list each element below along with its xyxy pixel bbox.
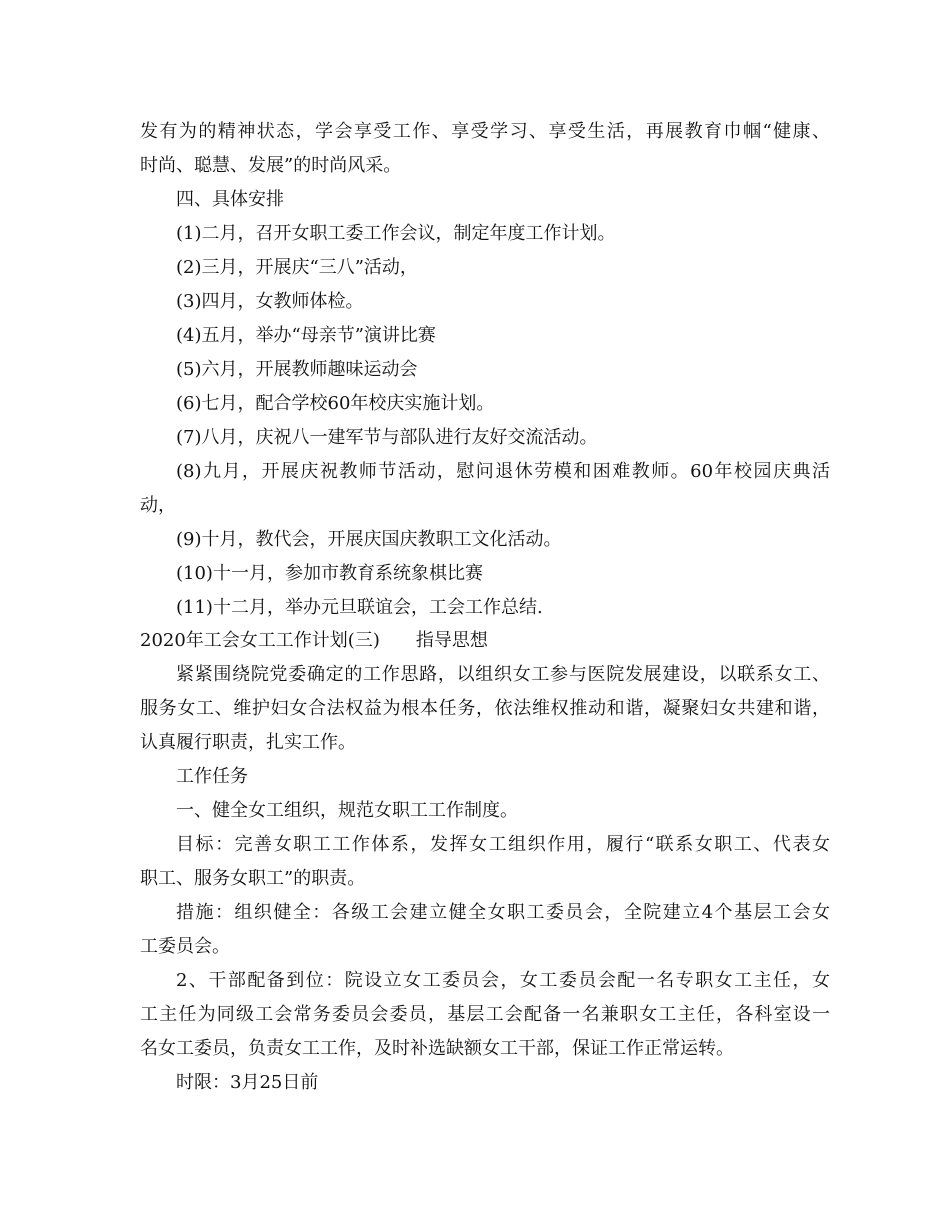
- paragraph-line: 认真履行职责，扎实工作。: [140, 732, 356, 753]
- section-heading: 四、具体安排: [176, 189, 284, 210]
- list-item: (1)二月，召开女职工委工作会议，制定年度工作计划。: [176, 223, 616, 244]
- list-item: (3)四月，女教师体检。: [176, 291, 364, 312]
- list-item: (2)三月，开展庆“三八”活动，: [176, 257, 418, 278]
- paragraph-line: 一、健全女工组织，规范女职工工作制度。: [176, 800, 518, 821]
- heading-subtitle: 指导思想: [415, 630, 488, 651]
- paragraph-line: 发有为的精神状态，学会享受工作、享受学习、享受生活，再展教育巾帼“健康、: [140, 121, 830, 142]
- document-heading: [140, 624, 830, 658]
- list-item: (10)十一月，参加市教育系统象棋比赛: [176, 563, 483, 584]
- paragraph-line: 措施：组织健全：各级工会建立健全女职工委员会，全院建立4个基层工会女: [176, 902, 830, 923]
- paragraph-line: 名女工委员，负责女工工作，及时补选缺额女工干部，保证工作正常运转。: [140, 1038, 734, 1059]
- paragraph-line: 紧紧围绕院党委确定的工作思路，以组织女工参与医院发展建设，以联系女工、: [176, 664, 830, 685]
- list-item: (9)十月，教代会，开展庆国庆教职工文化活动。: [176, 529, 562, 550]
- list-item: (7)八月，庆祝八一建军节与部队进行友好交流活动。: [176, 427, 598, 448]
- list-item: (6)七月，配合学校60年校庆实施计划。: [176, 393, 495, 414]
- list-item: (8)九月，开展庆祝教师节活动，慰问退休劳模和困难教师。60年校园庆典活: [176, 461, 830, 482]
- paragraph-line: 职工、服务女职工”的职责。: [140, 868, 366, 889]
- paragraph-line: 时限：3月25日前: [176, 1072, 319, 1093]
- paragraph-line: 时尚、聪慧、发展”的时尚风采。: [140, 155, 402, 176]
- list-item: (4)五月，举办“母亲节”演讲比赛: [176, 325, 436, 346]
- paragraph-line: 工主任为同级工会常务委员会委员，基层工会配备一名兼职女工主任，各科室设一: [140, 1004, 830, 1025]
- list-item: (5)六月，开展教师趣味运动会: [176, 359, 418, 380]
- paragraph-line: 2、干部配备到位：院设立女工委员会，女工委员会配一名专职女工主任，女: [176, 970, 830, 991]
- section-heading: 工作任务: [176, 766, 248, 787]
- list-item: (11)十二月，举办元旦联谊会，工会工作总结.: [176, 597, 543, 618]
- paragraph-line: 工委员会。: [140, 936, 230, 957]
- paragraph-line: 目标：完善女职工工作体系，发挥女工组织作用，履行“联系女职工、代表女: [176, 834, 830, 855]
- heading-title: 2020年工会女工工作计划(三): [140, 630, 380, 651]
- list-item-continuation: 动，: [140, 495, 176, 516]
- paragraph-line: 服务女工、维护妇女合法权益为根本任务，依法维权推动和谐，凝聚妇女共建和谐，: [140, 698, 830, 719]
